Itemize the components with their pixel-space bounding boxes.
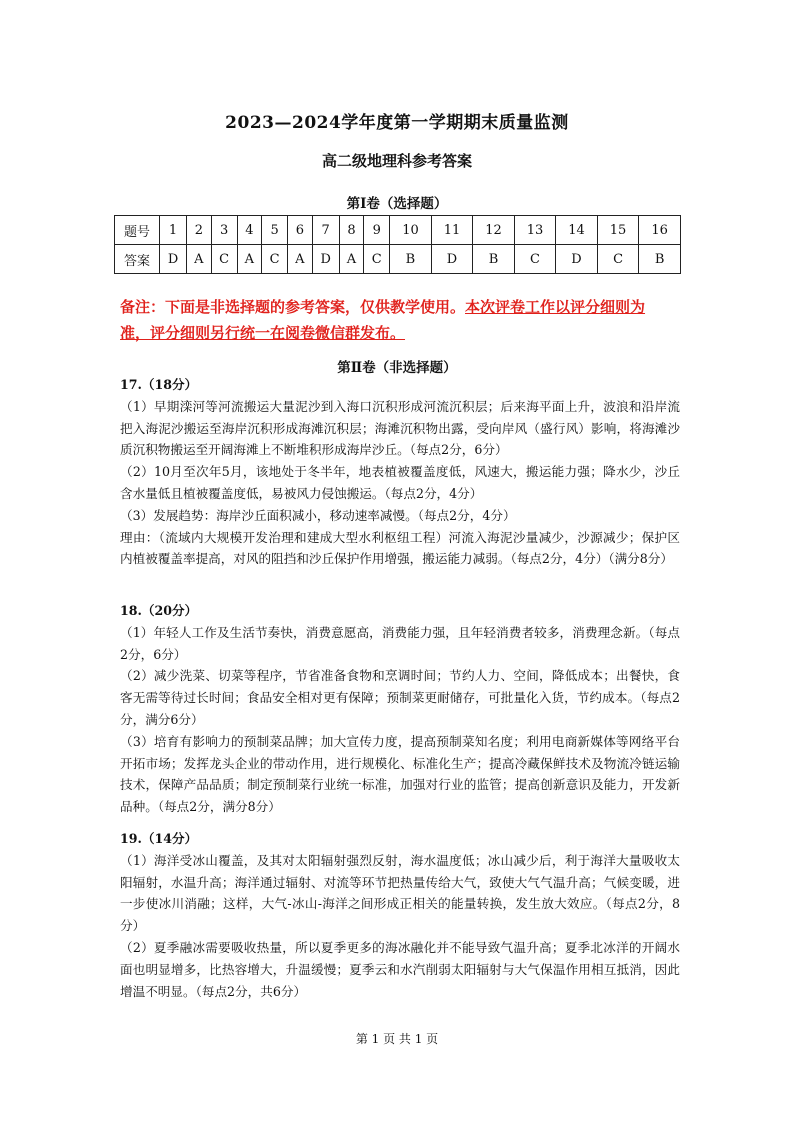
note-text: 备注：下面是非选择题的参考答案，仅供教学使用。 bbox=[120, 298, 466, 316]
note-underlined-text: 准，评分细则另行统一在阅卷微信群发布。 bbox=[120, 324, 406, 342]
question-number-cell: 7 bbox=[312, 216, 339, 245]
answer-cell: A bbox=[288, 245, 313, 274]
teaching-note bbox=[120, 294, 710, 346]
question-17 bbox=[120, 374, 680, 570]
answer-cell: C bbox=[514, 245, 556, 274]
document-subtitle: 高二级地理科参考答案 bbox=[321, 152, 472, 170]
question-number-cell: 5 bbox=[262, 216, 288, 245]
question-18 bbox=[120, 600, 680, 818]
question-heading: 18.（20分） bbox=[120, 603, 198, 618]
answer-paragraph: （1）年轻人工作及生活节奏快，消费意愿高，消费能力强，且年轻消费者较多，消费理念新。（每点2分，6分） bbox=[120, 624, 680, 662]
question-number-cell: 1 bbox=[160, 216, 187, 245]
choice-answer-table bbox=[114, 215, 681, 274]
answer-paragraph: （1）海洋受冰山覆盖，及其对太阳辐射强烈反射，海水温度低；冰山减少后，利于海洋大量吸收太阳辐射，水温升高；海洋通过辐射、对流等环节把热量传给大气，致使大气气温升高；气候变暖，进一步使冰川消融；这样，大气-冰山-海洋之间形成正相关的能量转换，发生放大效应。（每点2分，8分） bbox=[120, 852, 680, 934]
answer-cell: A bbox=[339, 245, 364, 274]
answer-paragraph: 理由：（流域内大规模开发治理和建成大型水利枢纽工程）河流入海泥沙量减少，沙源减少；保护区内植被覆盖率提高，对风的阻挡和沙丘保护作用增强，搬运能力减弱。（每点2分，4分）（满分8分） bbox=[120, 529, 680, 567]
part1-heading: 第Ⅰ卷（选择题） bbox=[346, 196, 448, 212]
question-number-cell: 16 bbox=[639, 216, 681, 245]
question-number-cell: 3 bbox=[211, 216, 237, 245]
answer-cell: D bbox=[312, 245, 339, 274]
answer-row bbox=[115, 245, 681, 274]
answer-paragraph: （1）早期滦河等河流搬运大量泥沙到入海口沉积形成河流沉积层；后来海平面上升，波浪和沿岸流把入海泥沙搬运至海岸沉积形成海滩沉积层；海滩沉积物出露，受向岸风（盛行风）影响，将海滩沙质沉积物搬运至开阔海滩上不断堆积形成海岸沙丘。（每点2分，6分） bbox=[120, 398, 680, 458]
answer-cell: A bbox=[187, 245, 212, 274]
question-number-cell: 10 bbox=[390, 216, 432, 245]
answer-cell: D bbox=[556, 245, 598, 274]
question-19 bbox=[120, 828, 680, 1002]
answer-paragraph: （3）培育有影响力的预制菜品牌；加大宣传力度，提高预制菜知名度；利用电商新媒体等网络平台开拓市场；发挥龙头企业的带动作用，进行规模化、标准化生产；提高冷藏保鲜技术及物流冷链运输技术，保障产品品质；制定预制菜行业统一标准，加强对行业的监管；提高创新意识及能力，开发新品种。（每点2分，满分8分） bbox=[120, 733, 680, 815]
answer-paragraph: （3）发展趋势：海岸沙丘面积减小，移动速率减慢。（每点2分，4分） bbox=[120, 507, 516, 523]
question-number-row bbox=[115, 216, 681, 245]
answer-cell: B bbox=[390, 245, 432, 274]
question-number-cell: 6 bbox=[288, 216, 313, 245]
row-label: 答案 bbox=[115, 245, 160, 274]
question-number-cell: 13 bbox=[514, 216, 556, 245]
question-number-cell: 8 bbox=[339, 216, 364, 245]
answer-cell: B bbox=[639, 245, 681, 274]
answer-cell: D bbox=[160, 245, 187, 274]
answer-cell: B bbox=[473, 245, 515, 274]
answer-paragraph: （2）夏季融冰需要吸收热量，所以夏季更多的海冰融化并不能导致气温升高；夏季北冰洋的开阔水面也明显增多，比热容增大，升温缓慢；夏季云和水汽削弱太阳辐射与大气保温作用相互抵消，因此增温不明显。（每点2分，共6分） bbox=[120, 939, 680, 999]
answer-cell: C bbox=[364, 245, 390, 274]
question-number-cell: 2 bbox=[187, 216, 212, 245]
question-heading: 19.（14分） bbox=[120, 831, 198, 846]
answer-cell: D bbox=[431, 245, 473, 274]
question-number-cell: 4 bbox=[237, 216, 262, 245]
question-heading: 17.（18分） bbox=[120, 377, 198, 392]
answer-cell: A bbox=[237, 245, 262, 274]
question-number-cell: 11 bbox=[431, 216, 473, 245]
answer-paragraph: （2）10月至次年5月，该地处于冬半年，地表植被覆盖度低，风速大，搬运能力强；降水少，沙丘含水量低且植被覆盖度低，易被风力侵蚀搬运。（每点2分，4分） bbox=[120, 464, 680, 501]
answer-cell: C bbox=[597, 245, 639, 274]
answer-cell: C bbox=[262, 245, 288, 274]
part2-heading: 第Ⅱ卷（非选择题） bbox=[337, 360, 457, 376]
document-title: 2023—2024学年度第一学期期末质量监测 bbox=[225, 113, 569, 133]
question-number-cell: 15 bbox=[597, 216, 639, 245]
page-footer: 第 1 页 共 1 页 bbox=[355, 1032, 439, 1046]
note-underlined-text: 本次评卷工作以评分细则为 bbox=[465, 298, 646, 316]
question-number-cell: 9 bbox=[364, 216, 390, 245]
question-number-cell: 12 bbox=[473, 216, 515, 245]
answer-cell: C bbox=[211, 245, 237, 274]
row-label: 题号 bbox=[115, 216, 160, 245]
question-number-cell: 14 bbox=[556, 216, 598, 245]
answer-paragraph: （2）减少洗菜、切菜等程序，节省准备食物和烹调时间；节约人力、空间，降低成本；出餐快，食客无需等待过长时间；食品安全相对更有保障；预制菜更耐储存，可批量化入货，节约成本。（每点2分，满分6分） bbox=[120, 668, 680, 727]
